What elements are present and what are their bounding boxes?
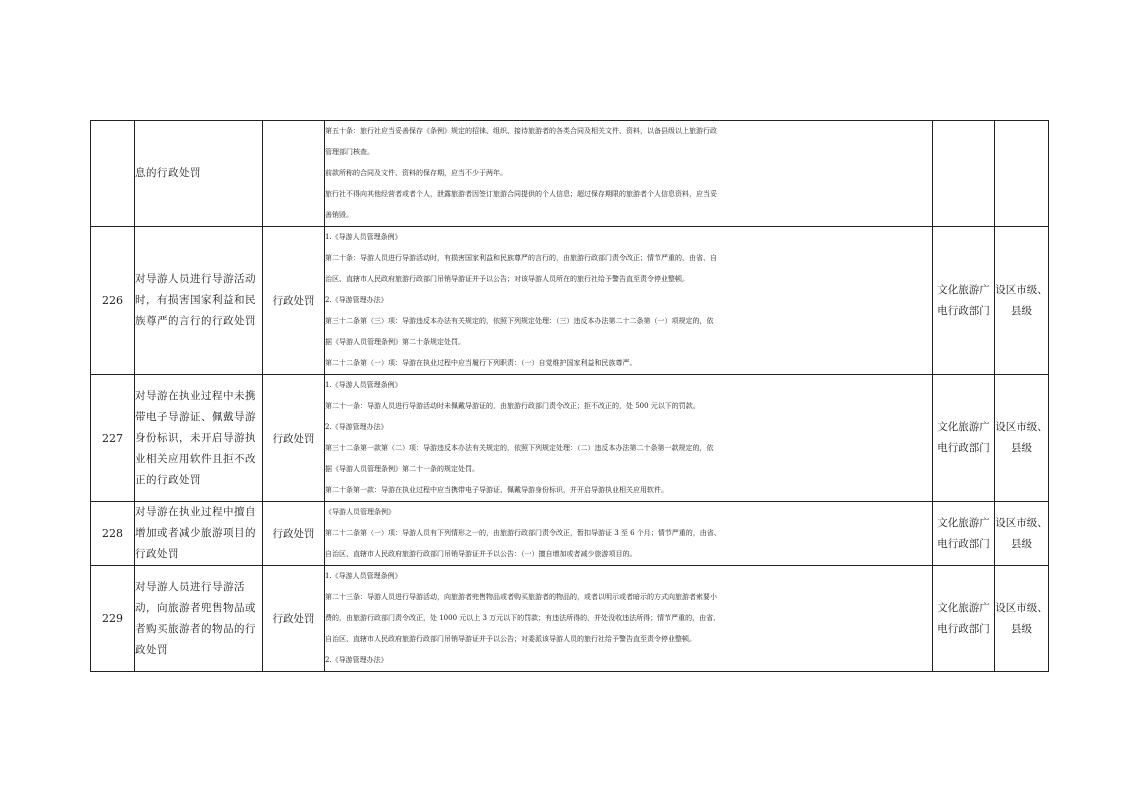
item-name-cell: 对导游人员进行导游活动，向旅游者兜售物品或者购买旅游者的物品的行政处罚	[135, 566, 263, 672]
legal-basis-line: 据《导游人员管理条例》第二十条规定处罚。	[325, 338, 465, 346]
item-name-cell: 对导游在执业过程中未携带电子导游证、佩戴导游身份标识，未开启导游执业相关应用软件且拒不改正的行政处罚	[135, 375, 263, 502]
legal-basis-line: 旅行社不得向其他经营者或者个人，泄露旅游者因签订旅游合同提供的个人信息；超过保存期限的旅游者个人信息资料，应当妥	[325, 190, 717, 198]
category-cell	[263, 121, 325, 227]
jurisdiction-level-cell: 设区市级、县级	[995, 375, 1049, 502]
legal-basis-line: 前款所称的合同及文件、资料的保存期，应当不少于两年。	[325, 169, 507, 177]
legal-basis-line: 第三十二条第一款第（二）项：导游违反本办法有关规定的，依照下列规定处理：（二）违反本办法第二十条第一款规定的，依	[325, 444, 714, 452]
table-row	[91, 121, 1049, 227]
department-cell	[933, 121, 995, 227]
legal-basis-line: 善销毁。	[325, 211, 353, 219]
department-cell: 文化旅游广电行政部门	[933, 375, 995, 502]
department-cell: 文化旅游广电行政部门	[933, 566, 995, 672]
item-name-cell: 息的行政处罚	[135, 121, 263, 227]
legal-basis-line: 费的，由旅游行政部门责令改正，处 1000 元以上 3 万元以下的罚款；有违法所得的，并处没收违法所得；情节严重的，由省、	[325, 614, 721, 622]
item-name-cell: 对导游人员进行导游活动时，有损害国家利益和民族尊严的言行的行政处罚	[135, 227, 263, 375]
table-row	[91, 375, 1049, 502]
jurisdiction-level-cell: 设区市级、县级	[995, 566, 1049, 672]
category-cell: 行政处罚	[263, 375, 325, 502]
enforcement-items-table	[90, 120, 1049, 672]
row-number-cell: 227	[91, 375, 135, 502]
legal-basis-cell	[325, 566, 933, 672]
jurisdiction-level-cell: 设区市级、县级	[995, 227, 1049, 375]
legal-basis-line: 1.《导游人员管理条例》	[325, 233, 402, 241]
row-number-cell: 229	[91, 566, 135, 672]
legal-basis-line: 第二十二条第（一）项：导游人员有下列情形之一的，由旅游行政部门责令改正，暂扣导游证 3 至 6 个月；情节严重的，由省、	[325, 529, 721, 537]
legal-basis-cell	[325, 121, 933, 227]
table-body	[91, 121, 1049, 672]
row-number-cell	[91, 121, 135, 227]
legal-basis-line: 2.《导游管理办法》	[325, 296, 388, 304]
table-row	[91, 227, 1049, 375]
legal-basis-line: 1.《导游人员管理条例》	[325, 381, 402, 389]
legal-basis-line: 2.《导游管理办法》	[325, 423, 388, 431]
item-name-cell: 对导游在执业过程中擅自增加或者减少旅游项目的行政处罚	[135, 502, 263, 566]
table-row	[91, 566, 1049, 672]
legal-basis-line: 第二十一条：导游人员进行导游活动时未佩戴导游证的，由旅游行政部门责令改正；拒不改正的，处 500 元以下的罚款。	[325, 402, 700, 410]
legal-basis-line: 自治区、直辖市人民政府旅游行政部门吊销导游证并予以公告；对委派该导游人员的旅行社给予警告直至责令停业整顿。	[325, 635, 696, 643]
category-cell: 行政处罚	[263, 502, 325, 566]
legal-basis-line: 第二十二条第（一）项：导游在执业过程中应当履行下列职责：（一）自觉维护国家利益和民族尊严。	[325, 359, 637, 367]
legal-basis-line: 《导游人员管理条例》	[325, 508, 395, 516]
jurisdiction-level-cell: 设区市级、县级	[995, 502, 1049, 566]
legal-basis-line: 第三十二条第（三）项：导游违反本办法有关规定的，依照下列规定处理：（三）违反本办法第二十二条第（一）项规定的，依	[325, 317, 714, 325]
legal-basis-line: 2.《导游管理办法》	[325, 656, 388, 664]
category-cell: 行政处罚	[263, 227, 325, 375]
legal-basis-line: 第二十三条：导游人员进行导游活动，向旅游者兜售物品或者购买旅游者的物品的，或者以明示或者暗示的方式向旅游者索要小	[325, 593, 717, 601]
department-cell: 文化旅游广电行政部门	[933, 502, 995, 566]
legal-basis-line: 1.《导游人员管理条例》	[325, 572, 402, 580]
legal-basis-cell	[325, 502, 933, 566]
department-cell: 文化旅游广电行政部门	[933, 227, 995, 375]
category-cell: 行政处罚	[263, 566, 325, 672]
legal-basis-line: 管理部门核查。	[325, 148, 374, 156]
legal-basis-cell	[325, 375, 933, 502]
row-number-cell: 228	[91, 502, 135, 566]
legal-basis-line: 自治区、直辖市人民政府旅游行政部门吊销导游证并予以公告：（一）擅自增加或者减少旅游项目的。	[325, 550, 637, 558]
legal-basis-line: 第二十条第一款：导游在执业过程中应当携带电子导游证、佩戴导游身份标识，并开启导游执业相关应用软件。	[325, 486, 668, 494]
legal-basis-cell	[325, 227, 933, 375]
legal-basis-line: 第五十条：旅行社应当妥善保存《条例》规定的招徕、组织、接待旅游者的各类合同及相关文件、资料，以备县级以上旅游行政	[325, 127, 717, 135]
legal-basis-line: 据《导游人员管理条例》第二十一条的规定处罚。	[325, 465, 479, 473]
row-number-cell: 226	[91, 227, 135, 375]
legal-basis-line: 治区、直辖市人民政府旅游行政部门吊销导游证并予以公告；对该导游人员所在的旅行社给予警告直至责令停业整顿。	[325, 275, 689, 283]
jurisdiction-level-cell	[995, 121, 1049, 227]
table-row	[91, 502, 1049, 566]
legal-basis-line: 第二十条：导游人员进行导游活动时，有损害国家利益和民族尊严的言行的，由旅游行政部门责令改正；情节严重的，由省、自	[325, 254, 717, 262]
